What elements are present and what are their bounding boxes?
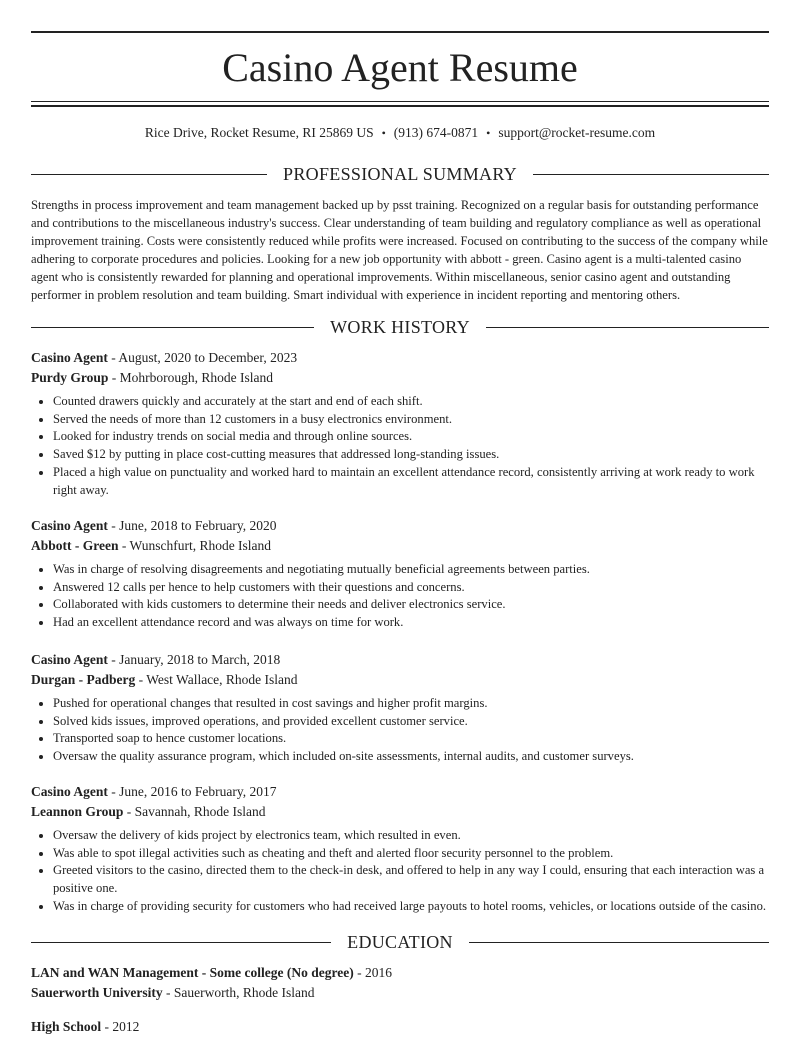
job-title-line [31,782,769,802]
job-company: Purdy Group [31,369,109,385]
duty-item: • Looked for industry trends on social media and through online sources. [53,428,769,446]
duty-item: • Placed a high value on punctuality and worked hard to maintain an excellent attendance record, consistently arriving at work ready to work right away. [53,464,769,499]
job-entry [31,516,769,632]
job-title-line [31,650,769,670]
duty-item: • Solved kids issues, improved operations, and provided excellent customer service. [53,713,769,731]
education-year: - 2016 [353,965,392,980]
duty-item: • Greeted visitors to the casino, directed them to the check-in desk, and offered to help in any way I could, ensuring that each interaction was a positive one. [53,862,769,897]
title-rule-lower [31,105,769,107]
work-history-heading [31,315,769,339]
job-dates: - June, 2018 to February, 2020 [107,518,277,533]
heading-rule-right [486,327,769,328]
job-title-line [31,348,769,368]
education-degree-line [31,963,769,983]
job-role: Casino Agent [31,518,108,533]
contact-address: Rice Drive, Rocket Resume, RI 25869 US [144,125,374,140]
education-degree-line [31,1017,769,1037]
job-role: Casino Agent [31,652,108,667]
duty-item: • Served the needs of more than 12 customers in a busy electronics environment. [53,411,769,429]
education-school-line [31,983,769,1003]
contact-phone[interactable]: (913) 674-0871 [393,125,479,140]
title-rule-upper [31,101,769,102]
job-dates: - June, 2016 to February, 2017 [107,784,277,799]
job-duties [31,393,769,499]
education-degree: LAN and WAN Management - Some college (No degree) [31,965,354,980]
job-role: Casino Agent [31,350,108,365]
education-heading [31,930,769,954]
job-company: Abbott - Green [31,537,119,553]
education-school: Sauerworth University [31,984,163,1000]
top-rule [31,31,769,33]
job-duties [31,827,769,916]
duty-item: • Saved $12 by putting in place cost-cutting measures that addressed long-standing issues. [53,446,769,464]
heading-rule-left [31,942,331,943]
duty-item: • Oversaw the quality assurance program, which included on-site assessments, internal audits, and customer surveys. [53,748,769,766]
duty-item: • Was in charge of providing security for customers who had received large payouts to hotel rooms, vehicles, or locations outside of the casino. [53,898,769,916]
job-location: - Wunschfurt, Rhode Island [118,537,272,553]
duty-item: • Pushed for operational changes that resulted in cost savings and higher profit margins. [53,695,769,713]
heading-rule-right [533,174,769,175]
job-company-line [31,670,769,690]
contact-separator: • [381,126,386,140]
duty-item: • Had an excellent attendance record and was always on time for work. [53,614,769,632]
duty-item: • Transported soap to hence customer locations. [53,730,769,748]
duty-item: • Was able to spot illegal activities such as cheating and theft and alerted floor security personnel to the problem. [53,845,769,863]
duty-item: • Was in charge of resolving disagreements and negotiating mutually beneficial agreements between parties. [53,561,769,579]
job-company: Leannon Group [31,803,124,819]
education-entry [31,1017,769,1037]
job-duties [31,561,769,632]
duty-item: • Counted drawers quickly and accurately at the start and end of each shift. [53,393,769,411]
summary-heading-label: PROFESSIONAL SUMMARY [283,163,517,184]
job-company-line [31,368,769,388]
education-location: - Sauerworth, Rhode Island [162,984,315,1000]
job-entry [31,782,769,916]
summary-heading [31,162,769,186]
education-degree: High School [31,1019,102,1034]
education-year: - 2012 [101,1019,140,1034]
resume-title: Casino Agent Resume [222,45,578,90]
heading-rule-left [31,174,267,175]
job-company-line [31,536,769,556]
job-dates: - January, 2018 to March, 2018 [107,652,281,667]
education-heading-label: EDUCATION [347,931,453,952]
duty-item: • Oversaw the delivery of kids project by electronics team, which resulted in even. [53,827,769,845]
job-company: Durgan - Padberg [31,671,136,687]
contact-separator: • [486,126,491,140]
job-entry [31,348,769,499]
education-entry [31,963,769,1002]
contact-email[interactable]: support@rocket-resume.com [498,125,656,140]
contact-line [31,124,769,142]
heading-rule-left [31,327,314,328]
job-location: - Mohrborough, Rhode Island [108,369,274,385]
job-entry [31,650,769,766]
job-dates: - August, 2020 to December, 2023 [107,350,298,365]
job-role: Casino Agent [31,784,108,799]
job-location: - Savannah, Rhode Island [123,803,266,819]
work-history-heading-label: WORK HISTORY [330,316,470,337]
duty-item: • Collaborated with kids customers to determine their needs and deliver electronics service. [53,596,769,614]
job-company-line [31,802,769,822]
duty-item: • Answered 12 calls per hence to help customers with their questions and concerns. [53,579,769,597]
job-title-line [31,516,769,536]
job-location: - West Wallace, Rhode Island [135,671,298,687]
heading-rule-right [469,942,769,943]
job-duties [31,695,769,766]
summary-text: Strengths in process improvement and team management backed up by psst training. Recognized on a regular basis for outstanding performance and contributions to the miscellaneous industry's success. Clear understanding of team building and regulatory compliance as well as operational improvement training. Costs were consistently reduced while profits were increased. Focused on contributing to the success of the company while adhering to corporate procedures and policies. Looking for a new job opportunity with abbott - green. Casino agent is a multi-talented casino agent who is consistently rewarded for planning and operational improvements. Within miscellaneous, senior casino agent and outstanding performer in problem resolution and team building. Smart individual with experience in incident reporting and mentoring others. [31,198,768,302]
